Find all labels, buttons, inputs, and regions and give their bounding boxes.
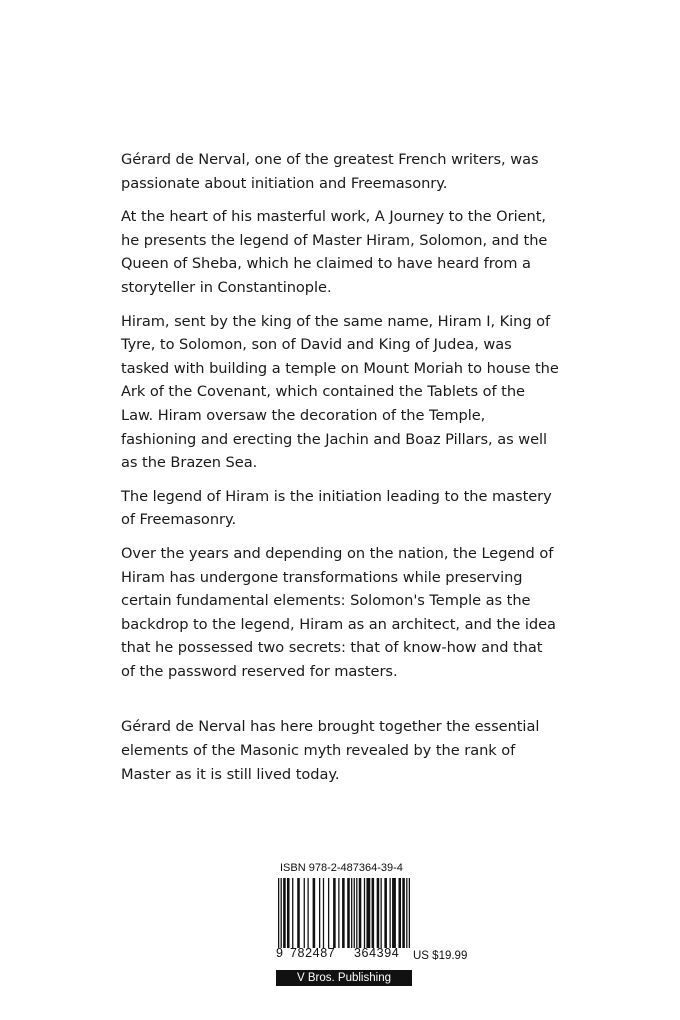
paragraph-1: Gérard de Nerval, one of the greatest French writers, was passionate about initiation and Freemasonry. (121, 151, 539, 192)
barcode-icon (276, 878, 412, 948)
barcode-group-2: 364394 (354, 946, 400, 960)
paragraph-4: The legend of Hiram is the initiation leading to the mastery of Freemasonry. (121, 487, 552, 529)
barcode-group-1: 782487 (290, 946, 336, 960)
isbn-label: ISBN 978-2-487364-39-4 (280, 862, 403, 874)
paragraph-5: Over the years and depending on the nation, the Legend of Hiram has undergone transformations while preserving certain fundamental elements: Solomon's Temple as the backdrop to the legend, Hiram as an architect, and the idea that he possessed two secrets: that of know-how and that of the password reserved for masters. (121, 544, 556, 680)
blurb (121, 148, 561, 796)
barcode-lead-digit: 9 (276, 946, 283, 960)
paragraph-2: At the heart of his masterful work, A Journey to the Orient, he presents the legend of Master Hiram, Solomon, and the Queen of Sheba, which he claimed to have heard from a storyteller in Constantinople. (121, 208, 548, 296)
price-label: US $19.99 (413, 950, 468, 962)
isbn-block (276, 862, 506, 986)
publisher-label: V Bros. Publishing (276, 970, 412, 986)
paragraph-6: Gérard de Nerval has here brought together the essential elements of the Masonic myth revealed by the rank of Master as it is still lived today. (121, 718, 540, 783)
paragraph-3: Hiram, sent by the king of the same name, Hiram I, King of Tyre, to Solomon, son of David and King of Judea, was tasked with building a temple on Mount Moriah to house the Ark of the Covenant, which contained the Tablets of the Law. Hiram oversaw the decoration of the Temple, fashioning and erecting the Jachin and Boaz Pillars, as well as the Brazen Sea. (121, 312, 559, 472)
